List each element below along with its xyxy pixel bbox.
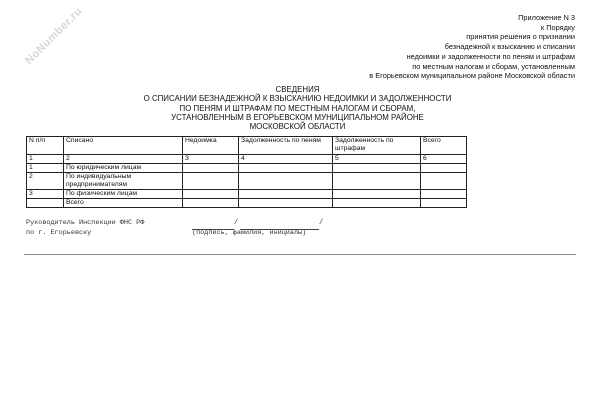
column-number-cell: 3 bbox=[183, 155, 239, 164]
appendix-line: принятия решения о признании bbox=[466, 32, 575, 42]
heading-line: ПО ПЕНЯМ И ШТРАФАМ ПО МЕСТНЫМ НАЛОГАМ И СБОРАМ, bbox=[179, 103, 416, 113]
empty-cell bbox=[333, 164, 421, 173]
appendix-line: недоимки и задолженности по пеням и штрафам bbox=[406, 51, 575, 61]
signature-separator: / bbox=[319, 219, 324, 227]
document-heading bbox=[125, 85, 470, 131]
table-row bbox=[27, 199, 467, 208]
row-label-cell: Всего bbox=[64, 199, 183, 208]
header-cell-written-off: Списано bbox=[64, 137, 183, 155]
empty-cell bbox=[239, 164, 333, 173]
row-label-cell: По юридическим лицам bbox=[64, 164, 183, 173]
signature-title-line: по г. Егорьевску bbox=[26, 229, 92, 237]
empty-cell bbox=[183, 173, 239, 190]
empty-cell bbox=[421, 164, 467, 173]
appendix-line: к Порядку bbox=[540, 22, 575, 32]
header-cell-fine-debt: Задолженность по штрафам bbox=[333, 137, 421, 155]
table-row bbox=[27, 190, 467, 199]
header-cell-penalty-debt: Задолженность по пеням bbox=[239, 137, 333, 155]
empty-cell bbox=[333, 173, 421, 190]
row-number-cell: 3 bbox=[27, 190, 64, 199]
empty-cell bbox=[239, 199, 333, 208]
empty-cell bbox=[239, 190, 333, 199]
column-number-cell: 2 bbox=[64, 155, 183, 164]
appendix-line: безнадежной к взысканию и списании bbox=[444, 42, 575, 52]
empty-cell bbox=[333, 190, 421, 199]
heading-line: МОСКОВСКОЙ ОБЛАСТИ bbox=[249, 122, 346, 132]
write-off-table bbox=[26, 136, 467, 208]
table-header-row bbox=[27, 137, 467, 155]
column-number-cell: 1 bbox=[27, 155, 64, 164]
header-cell-total: Всего bbox=[421, 137, 467, 155]
row-label-cell: По физическим лицам bbox=[64, 190, 183, 199]
appendix-line: Приложение N 3 bbox=[518, 13, 575, 22]
row-label-cell: По индивидуальным предпринимателям bbox=[64, 173, 183, 190]
empty-cell bbox=[333, 199, 421, 208]
heading-line: УСТАНОВЛЕННЫМ В ЕГОРЬЕВСКОМ МУНИЦИПАЛЬНОМ РАЙОНЕ bbox=[171, 112, 424, 122]
row-number-cell bbox=[27, 199, 64, 208]
signature-caption: (подпись, фамилия, инициалы) bbox=[192, 229, 307, 237]
table-row bbox=[27, 164, 467, 173]
empty-cell bbox=[183, 164, 239, 173]
row-number-cell: 2 bbox=[27, 173, 64, 190]
empty-cell bbox=[239, 173, 333, 190]
appendix-line: по местным налогам и сборам, установленным bbox=[412, 61, 575, 71]
heading-line: СВЕДЕНИЯ bbox=[275, 85, 320, 94]
empty-cell bbox=[421, 199, 467, 208]
signature-separator: / bbox=[234, 219, 239, 227]
heading-line: О СПИСАНИИ БЕЗНАДЕЖНОЙ К ВЗЫСКАНИЮ НЕДОИМКИ И ЗАДОЛЖЕННОСТИ bbox=[143, 94, 452, 104]
empty-cell bbox=[183, 190, 239, 199]
column-number-cell: 5 bbox=[333, 155, 421, 164]
header-cell-arrears: Недоимка bbox=[183, 137, 239, 155]
empty-cell bbox=[183, 199, 239, 208]
signature-title-line: Руководитель Инспекции ФНС РФ bbox=[26, 219, 145, 227]
header-cell-num: N п/п bbox=[27, 137, 64, 155]
signature-block bbox=[26, 218, 144, 238]
appendix-line: в Егорьевском муниципальном районе Московской области bbox=[369, 71, 575, 81]
empty-cell bbox=[421, 190, 467, 199]
table-column-numbers-row bbox=[27, 155, 467, 164]
column-number-cell: 4 bbox=[239, 155, 333, 164]
empty-cell bbox=[421, 173, 467, 190]
watermark: NoNumber.ru bbox=[23, 5, 85, 67]
column-number-cell: 6 bbox=[421, 155, 467, 164]
bottom-divider bbox=[24, 254, 576, 255]
appendix-block bbox=[315, 13, 575, 81]
table-row bbox=[27, 173, 467, 190]
row-number-cell: 1 bbox=[27, 164, 64, 173]
